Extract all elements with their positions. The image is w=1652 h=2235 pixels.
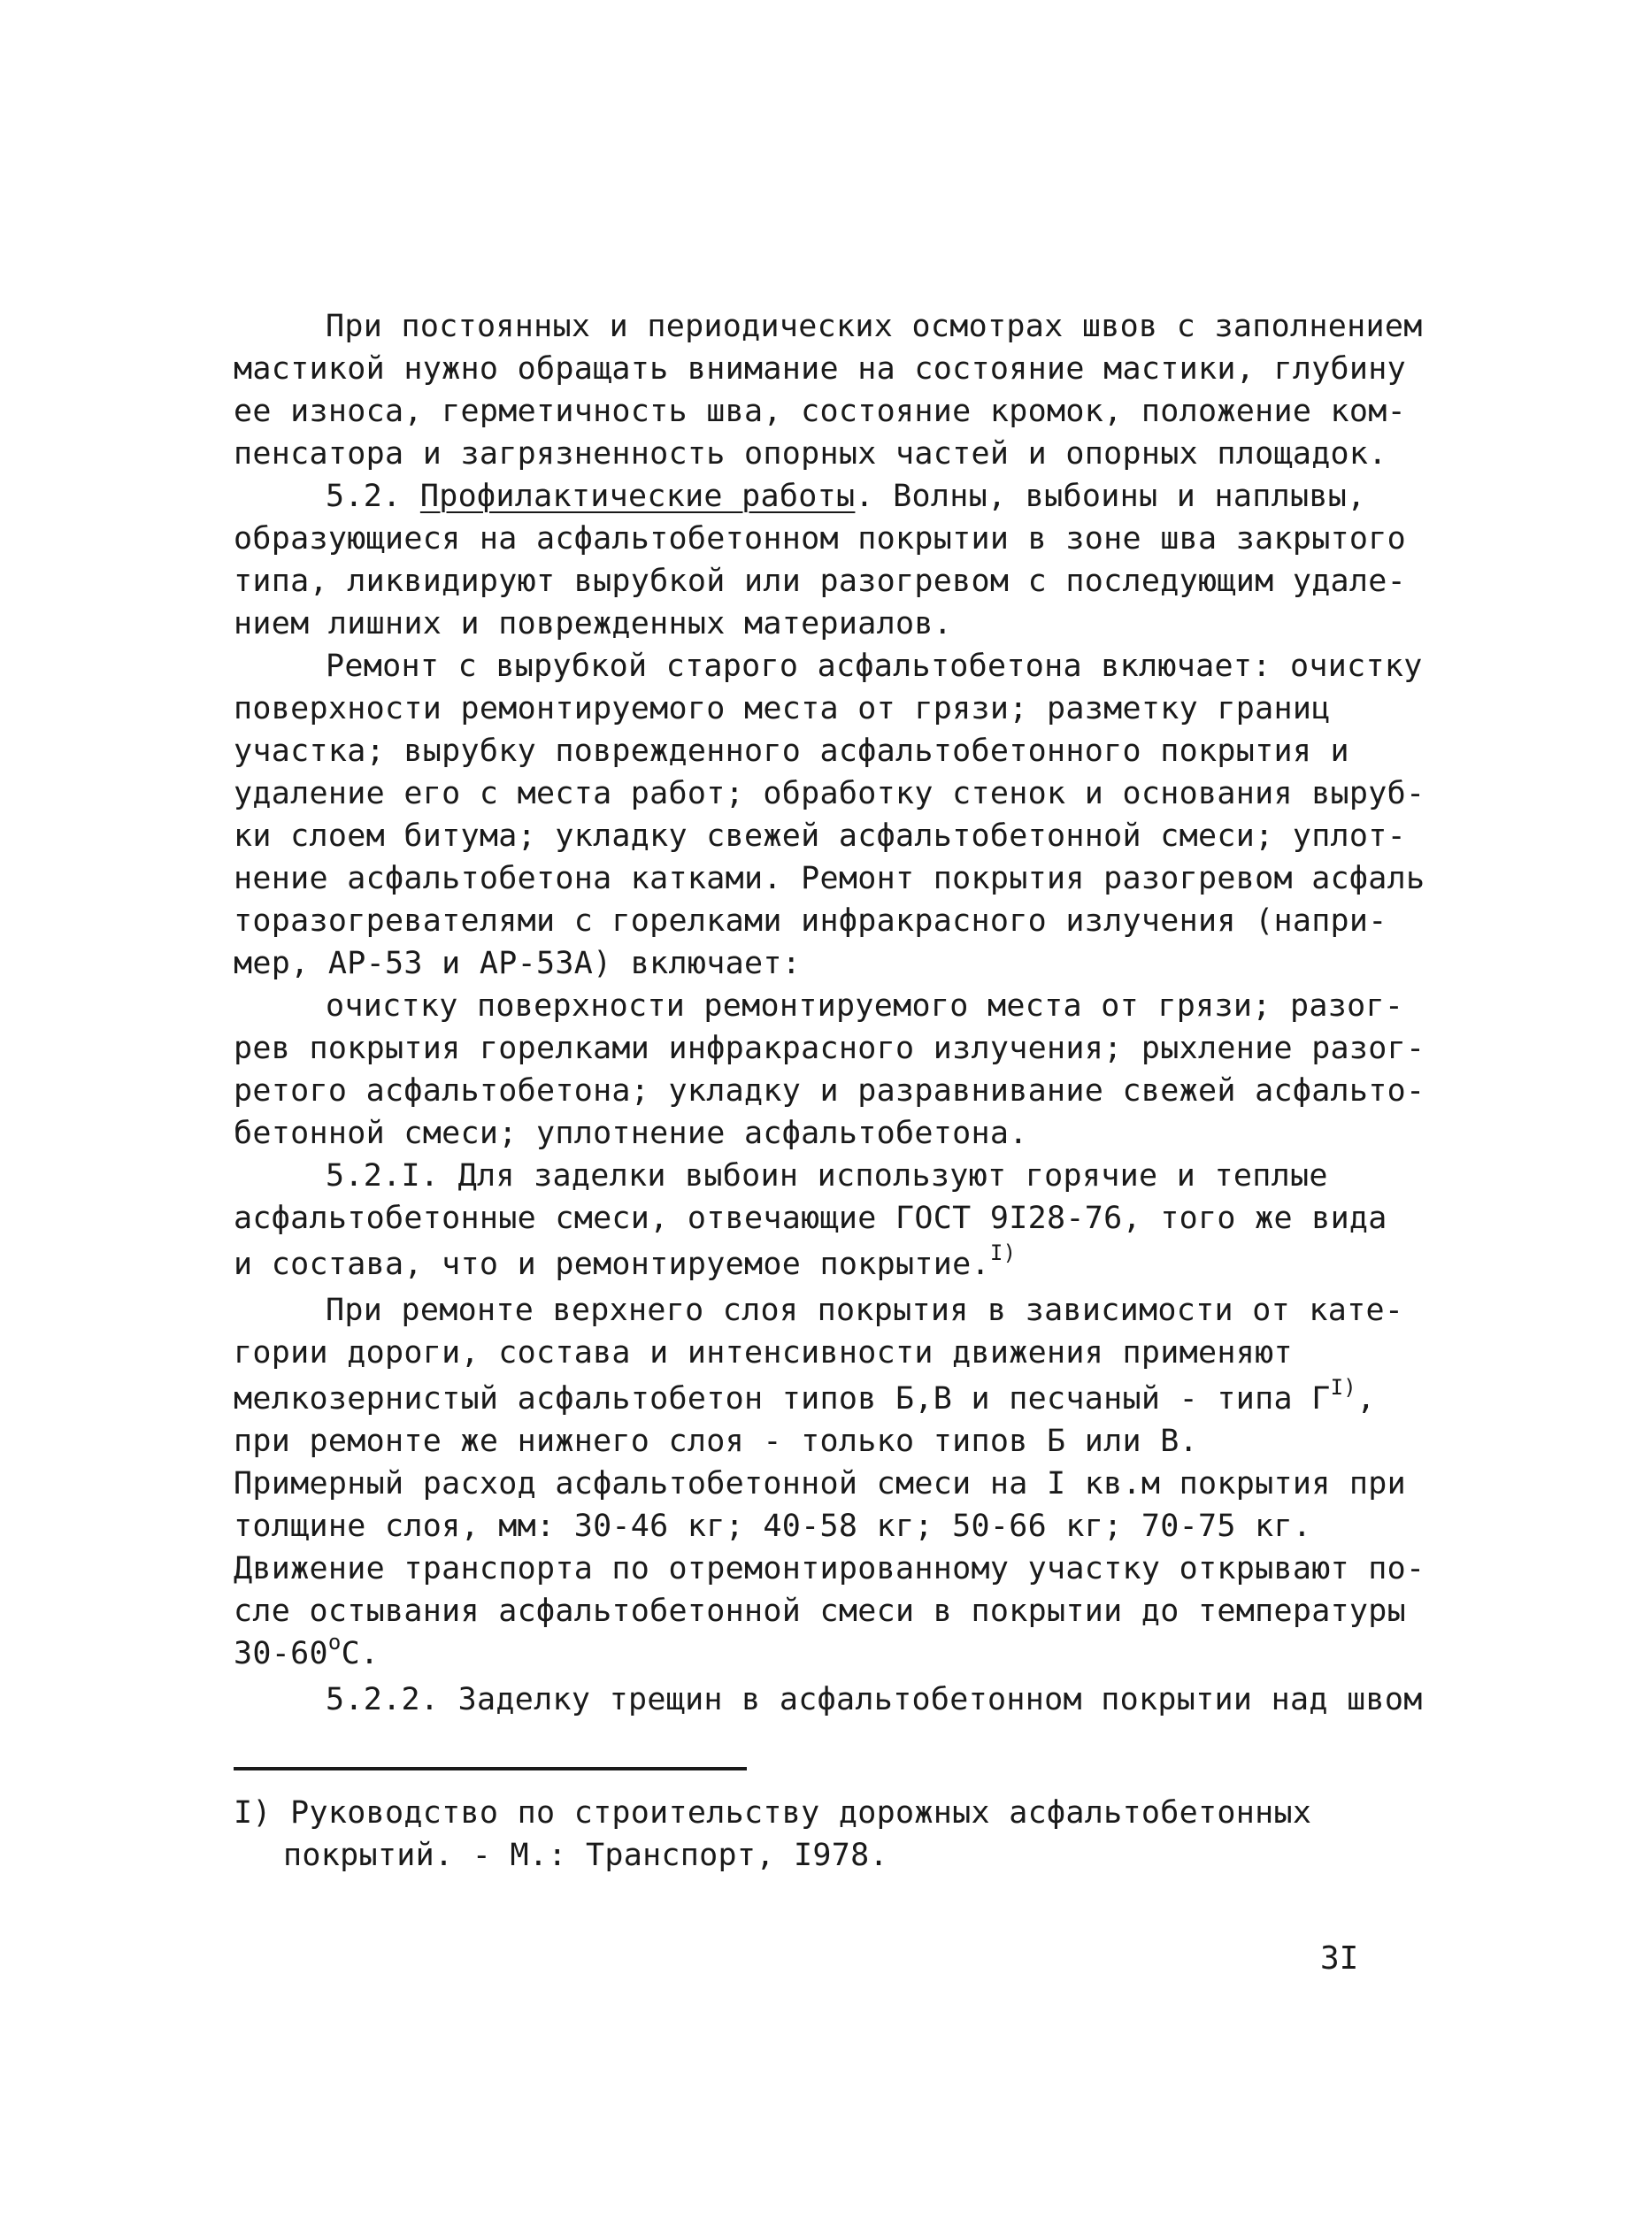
degree-mark: о bbox=[327, 1630, 342, 1655]
paragraph-line bbox=[234, 1375, 1376, 1420]
paragraph-line: При постоянных и периодических осмотрах швов с заполнением bbox=[326, 309, 1423, 344]
paragraph-line bbox=[234, 1240, 1017, 1286]
paragraph-line: Примерный расход асфальтобетонной смеси на I кв.м покрытия при bbox=[234, 1466, 1407, 1502]
paragraph-line: толщине слоя, мм: 30-46 кг; 40-58 кг; 50-66 кг; 70-75 кг. bbox=[234, 1509, 1312, 1544]
paragraph-line: 5.2.I. Для заделки выбоин используют горячие и теплые bbox=[326, 1158, 1328, 1194]
paragraph-line: образующиеся на асфальтобетонном покрытии в зоне шва закрытого bbox=[234, 521, 1407, 557]
paragraph-line: Ремонт с вырубкой старого асфальтобетона включает: очистку bbox=[326, 649, 1423, 684]
footnote-mark: I) bbox=[1330, 1375, 1357, 1400]
footnote-line: I) Руководство по строительству дорожных асфальтобетонных bbox=[234, 1795, 1312, 1831]
footnote-line: покрытий. - М.: Транспорт, I978. bbox=[283, 1838, 888, 1873]
paragraph-line: ее износа, герметичность шва, состояние кромок, положение ком- bbox=[234, 394, 1407, 429]
paragraph-line: асфальтобетонные смеси, отвечающие ГОСТ 9I28-76, того же вида bbox=[234, 1201, 1387, 1236]
paragraph-line: нение асфальтобетона катками. Ремонт покрытия разогревом асфаль bbox=[234, 861, 1425, 896]
paragraph-line: рев покрытия горелками инфракрасного излучения; рыхление разог- bbox=[234, 1031, 1425, 1066]
paragraph-line: пенсатора и загрязненность опорных частей и опорных площадок. bbox=[234, 436, 1387, 472]
paragraph-line: бетонной смеси; уплотнение асфальтобетона. bbox=[234, 1116, 1028, 1151]
section-5-2-first-line bbox=[326, 475, 1365, 518]
paragraph-line: участка; вырубку поврежденного асфальтобетонного покрытия и bbox=[234, 733, 1349, 769]
line-text: 30-60 bbox=[234, 1636, 328, 1671]
section-heading: Профилактические работы bbox=[419, 479, 856, 514]
paragraph-line: очистку поверхности ремонтируемого места от грязи; разог- bbox=[326, 988, 1404, 1024]
page-number: 3I bbox=[1320, 1940, 1359, 1977]
paragraph-line: нием лишних и поврежденных материалов. bbox=[234, 606, 953, 641]
paragraph-line: мер, АР-53 и АР-53А) включает: bbox=[234, 946, 802, 981]
paragraph-line: сле остывания асфальтобетонной смеси в покрытии до температуры bbox=[234, 1594, 1407, 1629]
line-text: мелкозернистый асфальтобетон типов Б,В и песчаный - типа Г bbox=[234, 1381, 1331, 1417]
footnote-separator bbox=[234, 1767, 747, 1770]
paragraph-line bbox=[234, 1632, 379, 1675]
paragraph-line: 5.2.2. Заделку трещин в асфальтобетонном покрытии над швом bbox=[326, 1682, 1423, 1717]
paragraph-line: удаление его с места работ; обработку стенок и основания выруб- bbox=[234, 776, 1425, 811]
line-text: , bbox=[1356, 1381, 1376, 1417]
paragraph-line: мастикой нужно обращать внимание на состояние мастики, глубину bbox=[234, 351, 1407, 387]
line-text: С. bbox=[341, 1636, 380, 1671]
footnote-mark: I) bbox=[989, 1240, 1017, 1265]
line-text: и состава, что и ремонтируемое покрытие. bbox=[234, 1247, 990, 1282]
paragraph-line: поверхности ремонтируемого места от грязи; разметку границ bbox=[234, 691, 1331, 726]
paragraph-line: торазогревателями с горелками инфракрасного излучения (напри- bbox=[234, 903, 1387, 939]
paragraph-line: ретого асфальтобетона; укладку и разравнивание свежей асфальто- bbox=[234, 1073, 1425, 1109]
section-text: . Волны, выбоины и наплывы, bbox=[855, 479, 1366, 514]
paragraph-line: гории дороги, состава и интенсивности движения применяют bbox=[234, 1335, 1293, 1371]
paragraph-line: ки слоем битума; укладку свежей асфальтобетонной смеси; уплот- bbox=[234, 818, 1407, 854]
paragraph-line: типа, ликвидируют вырубкой или разогревом с последующим удале- bbox=[234, 564, 1407, 599]
paragraph-line: при ремонте же нижнего слоя - только типов Б или В. bbox=[234, 1424, 1198, 1459]
paragraph-line: Движение транспорта по отремонтированному участку открывают по- bbox=[234, 1551, 1425, 1586]
section-number: 5.2. bbox=[326, 479, 420, 514]
paragraph-line: При ремонте верхнего слоя покрытия в зависимости от кате- bbox=[326, 1293, 1404, 1328]
